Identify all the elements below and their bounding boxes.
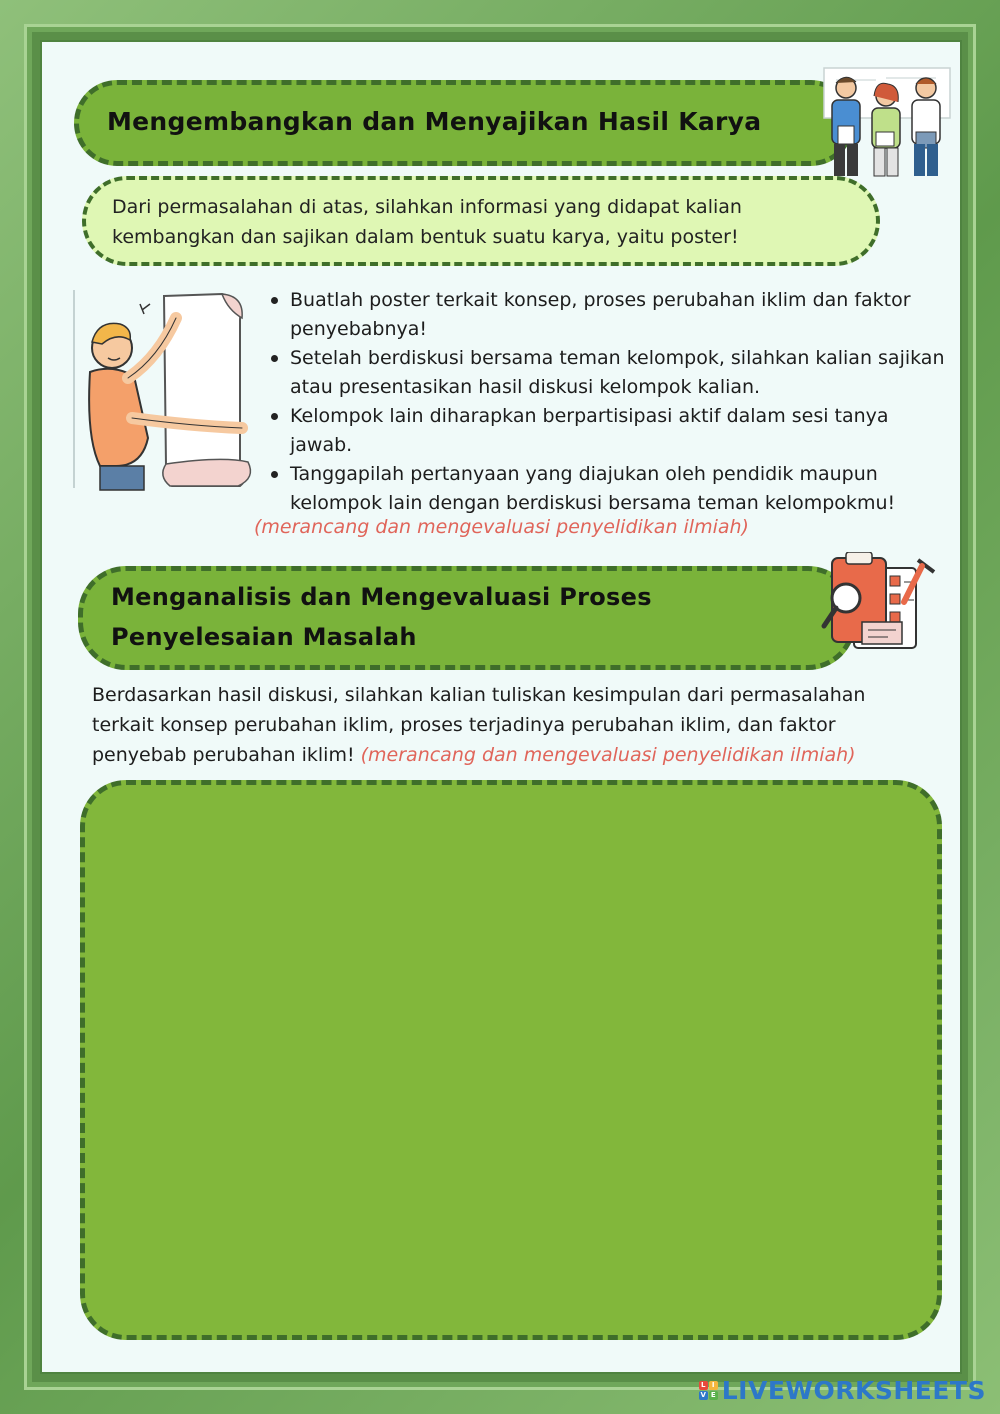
- section2-paragraph: [92, 680, 912, 770]
- section2-paragraph-text: Berdasarkan hasil diskusi, silahkan kalian tuliskan kesimpulan dari permasalahan terkait konsep perubahan iklim, proses terjadinya perubahan iklim, dan faktor penyebab perubahan iklim!: [92, 684, 866, 766]
- logo-tile: E: [709, 1391, 718, 1400]
- bullet-item: Buatlah poster terkait konsep, proses perubahan iklim dan faktor penyebabnya!: [268, 286, 948, 344]
- logo-tile: V: [700, 1391, 706, 1399]
- bullet-item: Kelompok lain diharapkan berpartisipasi aktif dalam sesi tanya jawab.: [268, 402, 948, 460]
- section2-note: (merancang dan mengevaluasi penyelidikan ilmiah): [360, 744, 856, 766]
- liveworksheets-logo-icon: [699, 1381, 718, 1400]
- liveworksheets-wordmark: LIVEWORKSHEETS: [721, 1376, 986, 1405]
- section1-bullet-list: [268, 286, 948, 518]
- answer-textarea[interactable]: [80, 780, 942, 1340]
- logo-tile: I: [709, 1381, 718, 1390]
- section1-intro-text: Dari permasalahan di atas, silahkan informasi yang didapat kalian kembangkan dan sajikan dalam bentuk suatu karya, yaitu poster!: [112, 196, 742, 248]
- logo-tile: L: [699, 1381, 708, 1390]
- section2-title-line2: Penyelesaian Masalah: [111, 623, 417, 651]
- team-people-illustration: [816, 66, 956, 182]
- bullet-item: Tanggapilah pertanyaan yang diajukan oleh pendidik maupun kelompok lain dengan berdiskusi bersama teman kelompokmu!: [268, 460, 948, 518]
- bullet-item: Setelah berdiskusi bersama teman kelompok, silahkan kalian sajikan atau presentasikan hasil diskusi kelompok kalian.: [268, 344, 948, 402]
- clipboard-magnifier-illustration: [818, 552, 942, 656]
- section2-title-line1: Menganalisis dan Mengevaluasi Proses: [111, 583, 652, 611]
- person-poster-illustration: [72, 288, 262, 494]
- section1-title-pill: [74, 80, 854, 166]
- liveworksheets-brand: [699, 1376, 986, 1405]
- section1-title: Mengembangkan dan Menyajikan Hasil Karya: [107, 107, 762, 136]
- section2-title-pill: [78, 566, 856, 670]
- section1-note: (merancang dan mengevaluasi penyelidikan ilmiah): [254, 516, 749, 538]
- section1-intro-pill: [82, 176, 880, 266]
